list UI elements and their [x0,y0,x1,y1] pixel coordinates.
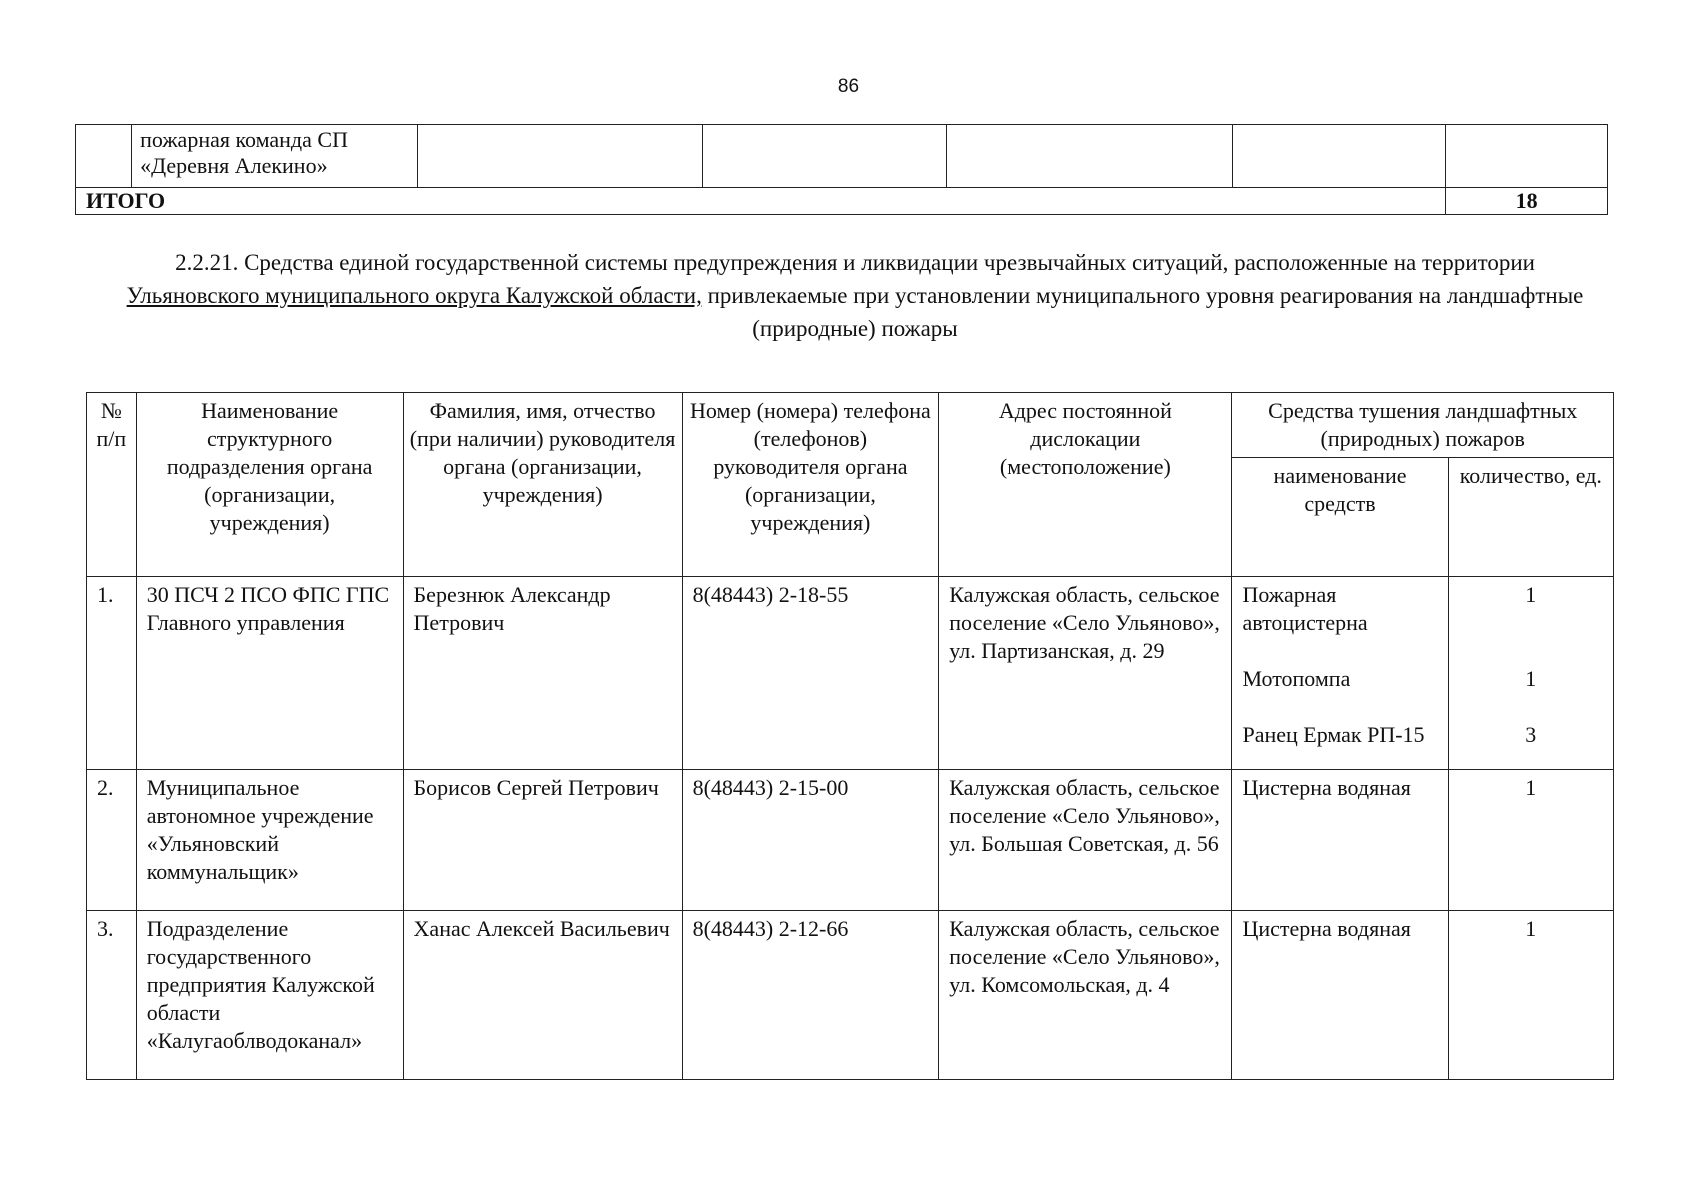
cell-tool [1233,125,1446,188]
row-name: Подразделение государственного предприятия Калужской области «Калугаоблводоканал» [136,911,403,1080]
section-title-part2: привлекаемые при установлении муниципального уровня реагирования на ландшафтные (природные) пожары [707,283,1584,341]
row-address: Калужская область, сельское поселение «Село Ульяново», ул. Большая Советская, д. 56 [939,770,1232,911]
table-row [87,770,1614,911]
header-means-qty: количество, ед. [1448,458,1613,577]
page-number: 86 [837,76,860,97]
table-row [87,911,1614,1080]
cell-fio [418,125,703,188]
continuation-name-line2: «Деревня Алекино» [140,153,328,178]
cell-address [947,125,1233,188]
row-fio: Борисов Сергей Петрович [403,770,682,911]
tool-qty: 1 [1525,666,1537,691]
row-qtys [1448,770,1613,911]
total-label: ИТОГО [76,188,1446,215]
row-name: 30 ПСЧ 2 ПСО ФПС ГПС Главного управления [136,577,403,770]
tool-qty: 1 [1525,582,1537,607]
table-row [87,577,1614,770]
cell-num [76,125,132,188]
row-tools [1232,577,1448,770]
table-row [76,125,1608,188]
row-num: 2. [87,770,137,911]
row-tools [1232,770,1448,911]
continuation-name-line1: пожарная команда СП [140,127,348,152]
cell-name [132,125,418,188]
header-means-group: Средства тушения ландшафтных (природных) пожаров [1232,393,1614,458]
header-phone: Номер (номера) телефона (телефонов) руководителя органа (организации, учреждения) [682,393,939,577]
row-fio: Березнюк Александр Петрович [403,577,682,770]
cell-phone [702,125,946,188]
header-means-name: наименование средств [1232,458,1448,577]
tool-qty: 3 [1525,722,1537,747]
tool-name: Цистерна водяная [1242,775,1411,800]
section-title-part1: 2.2.21. Средства единой государственной системы предупреждения и ликвидации чрезвычайных ситуаций, расположенные на территории [175,250,1535,275]
row-fio: Ханас Алексей Васильевич [403,911,682,1080]
tool-qty: 1 [1525,916,1537,941]
row-name: Муниципальное автономное учреждение «Ульяновский коммунальщик» [136,770,403,911]
tool-name: Мотопомпа [1242,666,1351,691]
row-phone: 8(48443) 2-18-55 [682,577,939,770]
row-address: Калужская область, сельское поселение «Село Ульяново», ул. Комсомольская, д. 4 [939,911,1232,1080]
total-value: 18 [1446,188,1608,215]
row-qtys [1448,577,1613,770]
tool-name: Ранец Ермак РП-15 [1242,722,1425,747]
means-table [86,392,1614,1080]
row-num: 1. [87,577,137,770]
row-num: 3. [87,911,137,1080]
row-phone: 8(48443) 2-12-66 [682,911,939,1080]
row-tools [1232,911,1448,1080]
continuation-table [75,124,1608,215]
row-address: Калужская область, сельское поселение «Село Ульяново», ул. Партизанская, д. 29 [939,577,1232,770]
header-row [87,393,1614,458]
tool-qty: 1 [1525,775,1537,800]
header-address: Адрес постоянной дислокации (местоположение) [939,393,1232,577]
tool-name: Цистерна водяная [1242,916,1411,941]
header-name: Наименование структурного подразделения органа (организации, учреждения) [136,393,403,577]
section-title-underlined: Ульяновского муниципального округа Калужской области, [126,283,702,308]
total-row [76,188,1608,215]
header-fio: Фамилия, имя, отчество (при наличии) руководителя органа (организации, учреждения) [403,393,682,577]
row-phone: 8(48443) 2-15-00 [682,770,939,911]
header-num: № п/п [87,393,137,577]
section-title [110,246,1600,345]
cell-qty [1446,125,1608,188]
tool-name: Пожарная автоцистерна [1242,582,1368,635]
row-qtys [1448,911,1613,1080]
